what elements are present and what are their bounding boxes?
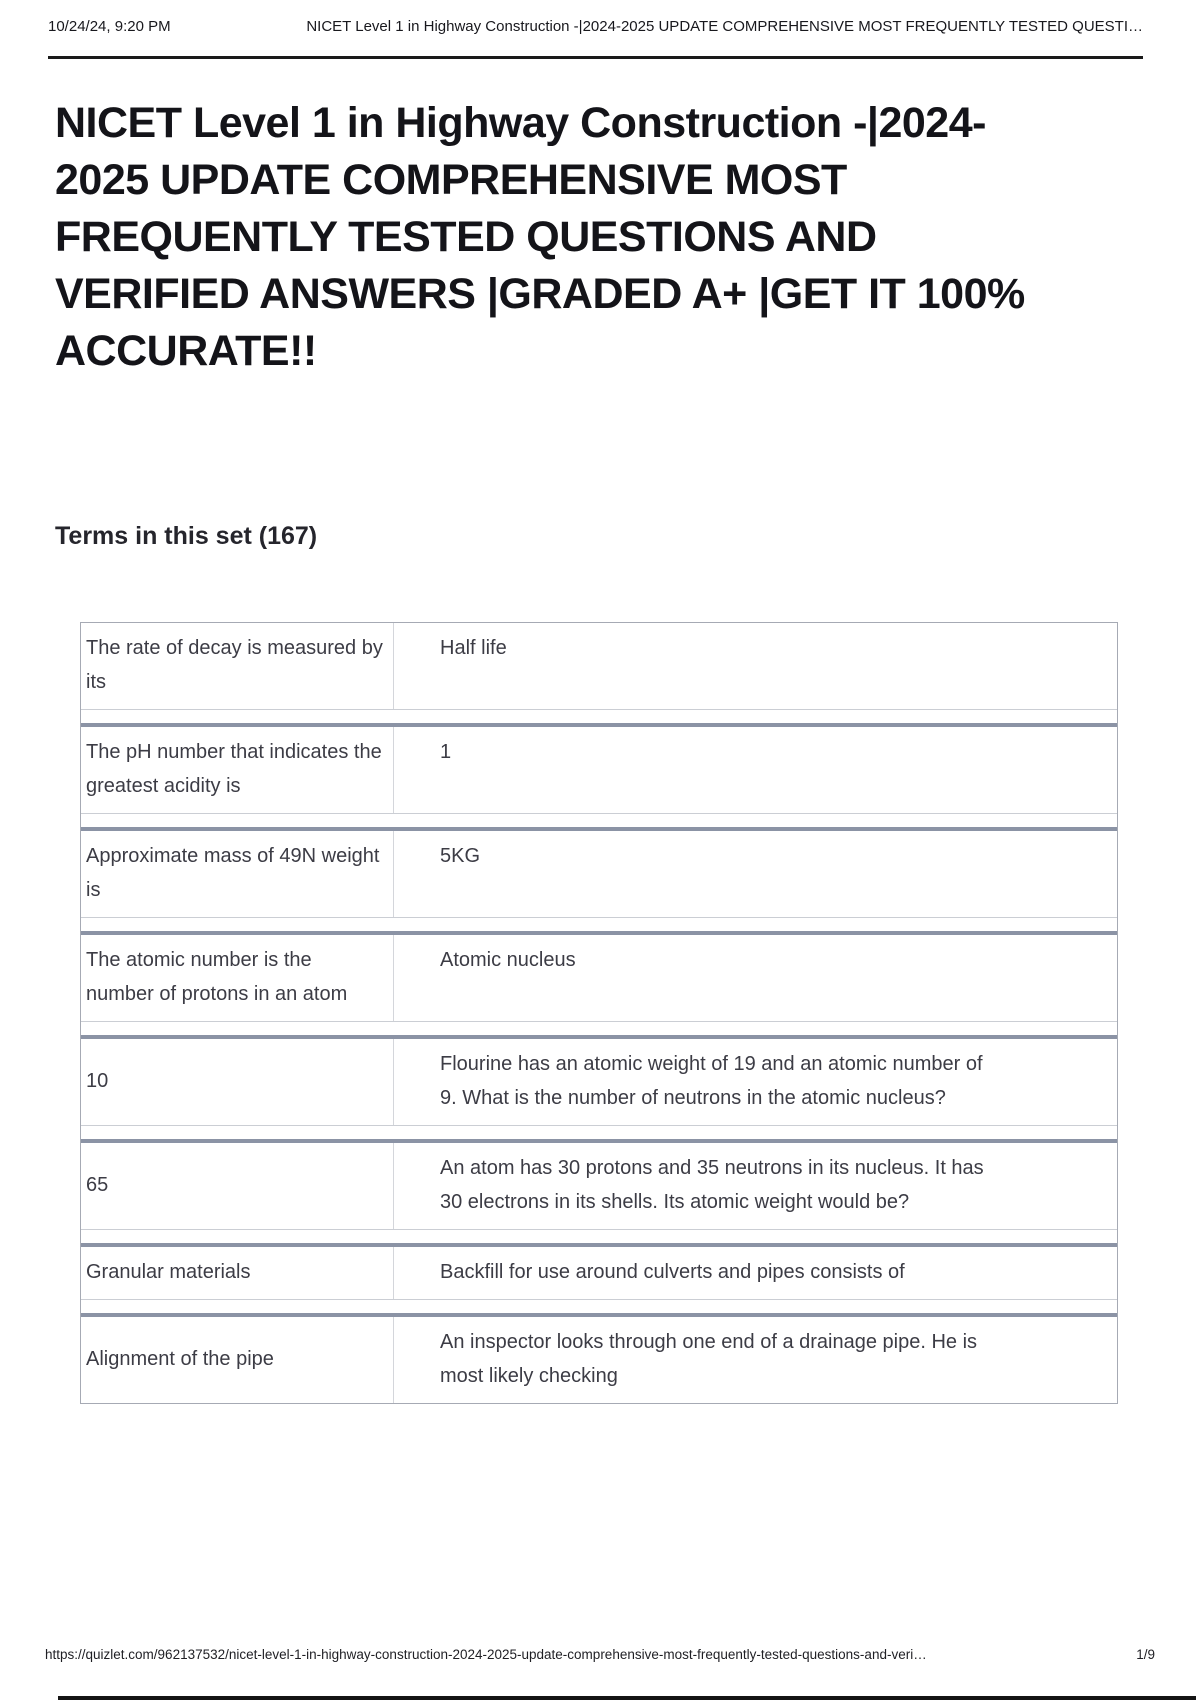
footer-url: https://quizlet.com/962137532/nicet-level-1-in-highway-construction-2024-2025-update-comprehensive-most-frequently-tested-questions-and-veri…	[45, 1647, 927, 1662]
terms-heading: Terms in this set (167)	[55, 522, 318, 550]
set-title-line: VERIFIED ANSWERS |GRADED A+ |GET IT 100%	[55, 270, 1025, 318]
term-cell: The rate of decay is measured by its	[81, 623, 394, 709]
set-title-line: 2025 UPDATE COMPREHENSIVE MOST	[55, 156, 847, 204]
term-cell: Approximate mass of 49N weight is	[81, 831, 394, 917]
term-cell: The pH number that indicates the greatest acidity is	[81, 727, 394, 813]
page-number: 1/9	[1136, 1647, 1155, 1662]
definition-cell: Flourine has an atomic weight of 19 and an atomic number of 9. What is the number of neutrons in the atomic nucleus?	[440, 1053, 983, 1109]
definition-cell: 1	[440, 741, 452, 763]
definition-cell: An atom has 30 protons and 35 neutrons in its nucleus. It has 30 electrons in its shells. Its atomic weight would be?	[440, 1157, 984, 1213]
definition-cell: An inspector looks through one end of a drainage pipe. He is most likely checking	[440, 1331, 978, 1387]
row-separator	[81, 1022, 1117, 1039]
table-row	[81, 935, 1117, 1022]
bottom-edge-bar	[58, 1696, 1196, 1700]
term-cell: 10	[81, 1039, 394, 1125]
set-title	[55, 95, 1065, 380]
set-title-line: ACCURATE!!	[55, 327, 317, 375]
header-rule	[48, 56, 1143, 59]
row-separator	[81, 710, 1117, 727]
terms-table	[80, 622, 1118, 1404]
row-separator	[81, 1126, 1117, 1143]
row-separator	[81, 814, 1117, 831]
term-cell: 65	[81, 1143, 394, 1229]
row-separator	[81, 1300, 1117, 1317]
table-row	[81, 727, 1117, 814]
term-cell: Alignment of the pipe	[81, 1317, 394, 1403]
set-title-line: NICET Level 1 in Highway Construction -|2024-	[55, 99, 986, 147]
definition-cell: 5KG	[440, 845, 481, 867]
term-cell: Granular materials	[81, 1247, 394, 1299]
row-separator	[81, 918, 1117, 935]
table-row	[81, 1143, 1117, 1230]
set-title-line: FREQUENTLY TESTED QUESTIONS AND	[55, 213, 877, 261]
table-row	[81, 1039, 1117, 1126]
table-row	[81, 1317, 1117, 1403]
datetime-label: 10/24/24, 9:20 PM	[48, 18, 171, 35]
page-header	[48, 18, 1143, 35]
definition-cell: Backfill for use around culverts and pipes consists of	[440, 1261, 905, 1283]
term-cell: The atomic number is the number of protons in an atom	[81, 935, 394, 1021]
table-row	[81, 1247, 1117, 1300]
definition-cell: Half life	[440, 637, 507, 659]
definition-cell: Atomic nucleus	[440, 949, 576, 971]
row-separator	[81, 1230, 1117, 1247]
table-row	[81, 831, 1117, 918]
page-footer	[45, 1647, 1155, 1662]
table-row	[81, 623, 1117, 710]
header-document-title: NICET Level 1 in Highway Construction -|2024-2025 UPDATE COMPREHENSIVE MOST FREQUENTLY TESTED QUESTI…	[306, 18, 1143, 35]
